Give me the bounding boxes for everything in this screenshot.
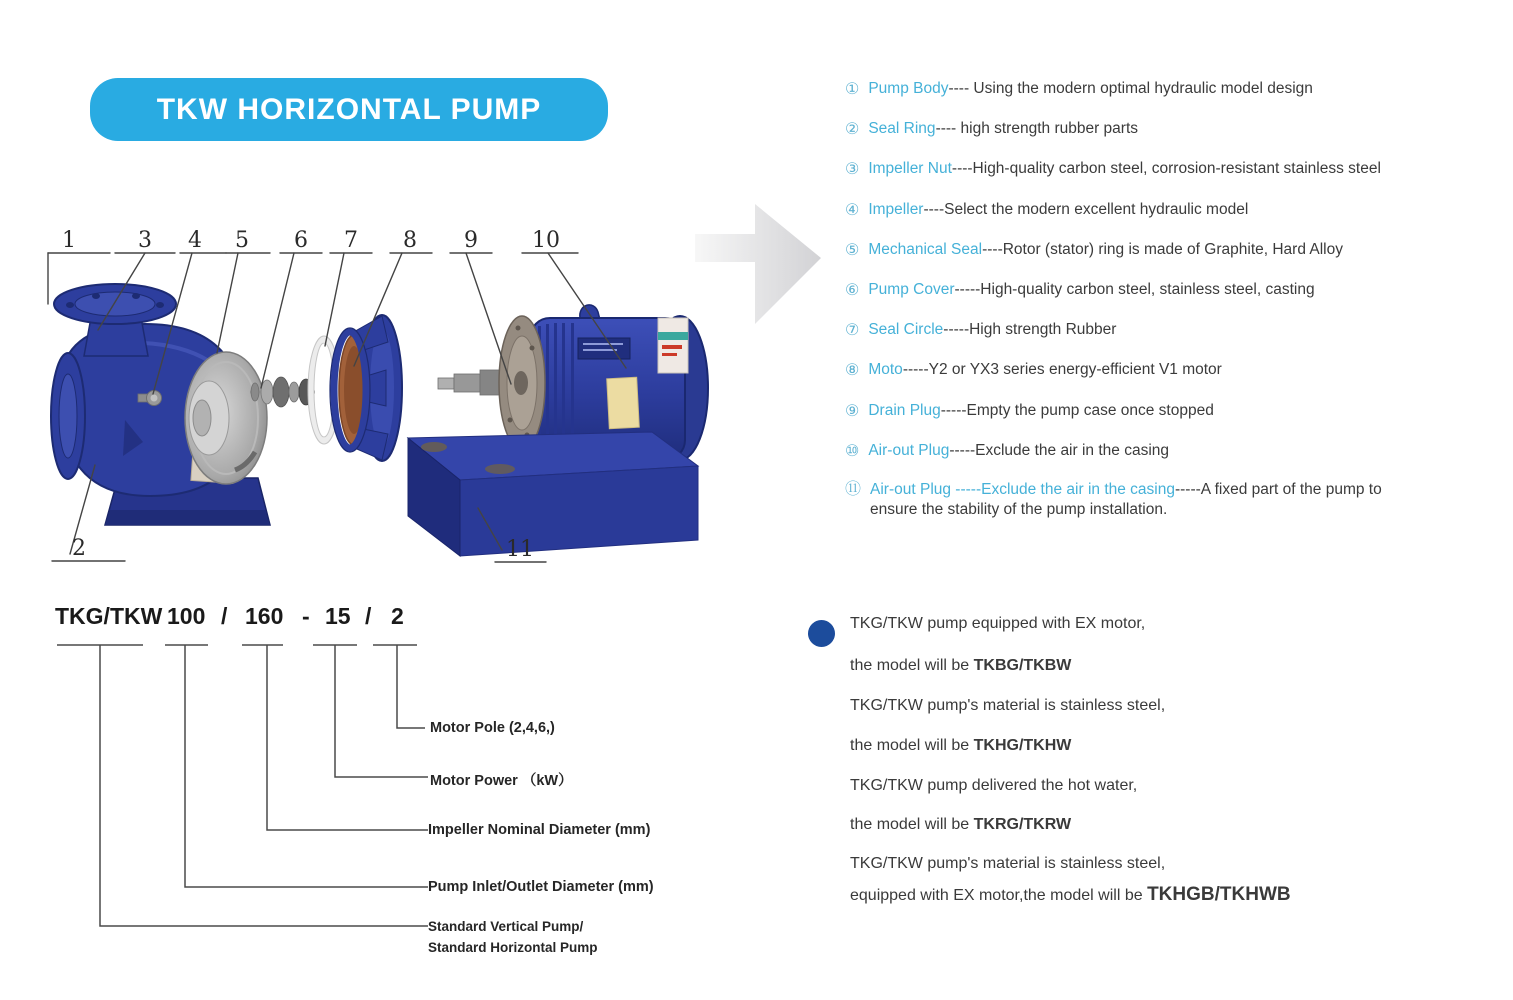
part-name: Moto [868,361,903,379]
callout-3: 3 [138,228,152,253]
model-code-series: TKG/TKW [55,603,163,629]
part-number-badge: ⑩ [845,442,860,460]
part-item-10 [845,431,1495,471]
note-prefix: the model will be [850,816,974,833]
part-name: Drain Plug [868,401,941,419]
callout-11: 11 [506,537,534,562]
pump-base-graphic [408,432,698,556]
note-line-5: TKG/TKW pump delivered the hot water, [850,777,1138,794]
callout-2: 2 [72,536,86,561]
model-code-dash: - [302,603,310,629]
exploded-pump-diagram [30,220,770,580]
note-line-2 [850,657,1071,675]
note-line-6 [850,816,1071,834]
part-number-badge: ① [845,81,860,99]
label-standard-horizontal: Standard Horizontal Pump [428,940,598,955]
note-line-4 [850,737,1071,755]
note-prefix: the model will be [850,657,974,674]
model-code-impeller: 160 [245,603,284,629]
label-inlet-outlet: Pump Inlet/Outlet Diameter (mm) [428,879,654,895]
callout-5: 5 [235,228,249,253]
part-number-badge: ⑦ [845,322,860,340]
part-name: Mechanical Seal [868,240,983,258]
part-number-badge: ③ [845,161,860,179]
part-description: -----High-quality carbon steel, stainless steel, casting [954,281,1315,299]
note-line-3: TKG/TKW pump's material is stainless steel, [850,697,1166,714]
callout-9: 9 [464,228,478,253]
note-model-tkhgb: TKHGB/TKHWB [1147,884,1291,905]
callout-7: 7 [344,228,358,253]
part-name: Impeller Nut [868,160,952,178]
part-number-badge: ⑨ [845,402,860,420]
part-name: Pump Body [868,80,949,98]
callout-6: 6 [294,228,308,253]
notes-bullet-icon [808,620,835,647]
callout-10: 10 [532,228,560,253]
label-motor-pole: Motor Pole (2,4,6,) [430,720,555,736]
part-number-badge: ⑪ [845,480,862,498]
model-code-power: 15 [325,603,351,629]
part-name: Seal Ring [868,120,936,138]
note-model-tkrg: TKRG/TKRW [973,816,1072,833]
part-description: -----Y2 or YX3 series energy-efficient V1 motor [902,361,1222,379]
part-name: Air-out Plug [868,441,950,459]
part-item-2 [845,109,1495,149]
part-description: -----A fixed part of the pump to [1174,480,1382,498]
callout-4: 4 [188,228,202,253]
model-code-slash1: / [221,603,228,629]
note-line-1: TKG/TKW pump equipped with EX motor, [850,615,1146,632]
part-description: -----Empty the pump case once stopped [940,401,1214,419]
part-description: ----Rotor (stator) ring is made of Graphite, Hard Alloy [982,240,1343,258]
part-name: Seal Circle [868,321,944,339]
note-prefix: the model will be [850,737,974,754]
part-number-badge: ④ [845,201,860,219]
note-line-8 [850,884,1291,906]
model-code-inlet: 100 [167,603,206,629]
part-description: ---- high strength rubber parts [935,120,1139,138]
title-banner [90,78,608,141]
part-name: Air-out Plug -----Exclude the air in the casing [870,480,1175,498]
part-item-7 [845,310,1495,350]
part-item-11-line1 [845,480,1495,501]
note-model-tkhg: TKHG/TKHW [973,737,1072,754]
part-name: Pump Cover [868,281,955,299]
part-item-1 [845,69,1495,109]
part-item-4 [845,190,1495,230]
note-line-7: TKG/TKW pump's material is stainless steel, [850,855,1166,872]
parts-list [845,69,1495,521]
model-code-pole: 2 [391,603,404,629]
model-code-slash2: / [365,603,372,629]
part-item-11 [845,471,1495,521]
part-description-line2: ensure the stability of the pump installation. [870,501,1168,519]
note-prefix: equipped with EX motor,the model will be [850,887,1148,904]
part-description: -----High strength Rubber [943,321,1117,339]
right-arrow-icon [695,198,830,333]
part-number-badge: ⑤ [845,241,860,259]
label-impeller-diameter: Impeller Nominal Diameter (mm) [428,822,651,838]
part-description: -----Exclude the air in the casing [949,441,1169,459]
part-description: ---- Using the modern optimal hydraulic model design [948,80,1313,98]
impeller-graphic [185,352,267,484]
part-number-badge: ⑥ [845,282,860,300]
part-name: Impeller [868,200,924,218]
part-number-badge: ② [845,121,860,139]
part-item-9 [845,391,1495,431]
label-standard-vertical: Standard Vertical Pump/ [428,919,584,934]
part-item-6 [845,270,1495,310]
label-motor-power: Motor Power （kW） [430,773,573,789]
model-code-tree [40,640,460,970]
part-item-3 [845,149,1495,189]
note-model-tkbg: TKBG/TKBW [973,657,1072,674]
page-title: TKW HORIZONTAL PUMP [156,92,542,126]
part-description: ----High-quality carbon steel, corrosion-resistant stainless steel [951,160,1381,178]
part-item-8 [845,350,1495,390]
callout-8: 8 [403,228,417,253]
part-item-5 [845,230,1495,270]
part-description: ----Select the modern excellent hydraulic model [923,200,1249,218]
callout-1: 1 [62,228,76,253]
part-number-badge: ⑧ [845,362,860,380]
